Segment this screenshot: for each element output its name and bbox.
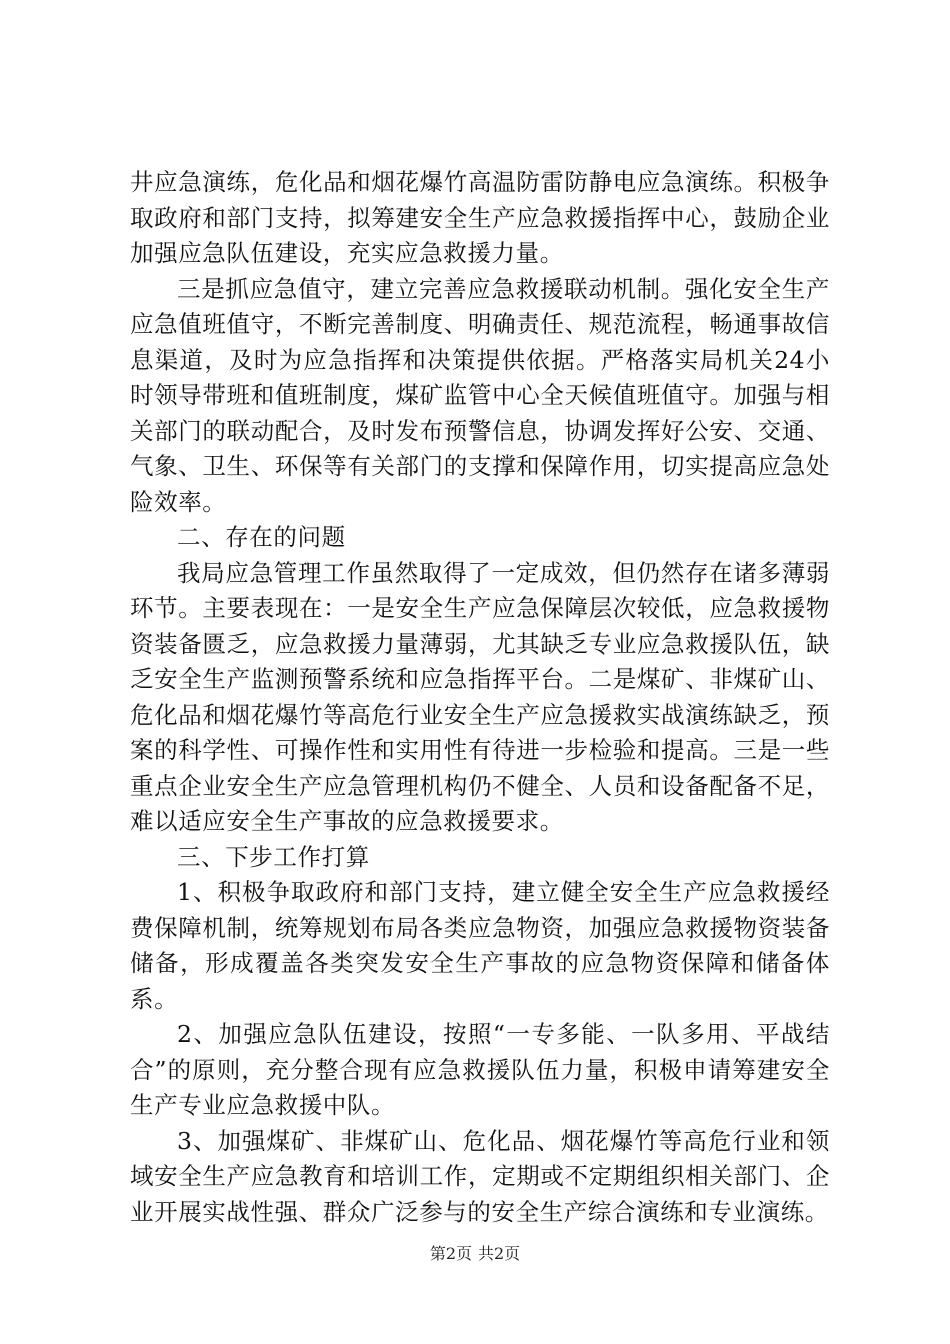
paragraph-problems: 我局应急管理工作虽然取得了一定成效，但仍然存在诸多薄弱环节。主要表现在：一是安全生产应急保障层次较低，应急救援物资装备匮乏，应急救援力量薄弱，尤其缺乏专业应急救援队伍，缺乏安全生产监测预警系统和应急指挥平台。二是煤矿、非煤矿山、危化品和烟花爆竹等高危行业安全生产应急援救实战演练缺乏，预案的科学性、可操作性和实用性有待进一步检验和提高。三是一些重点企业安全生产应急管理机构仍不健全、人员和设备配备不足，难以适应安全生产事故的应急救援要求。 [130, 558, 830, 835]
paragraph-plan-item-1: 1、积极争取政府和部门支持，建立健全安全生产应急救援经费保障机制，统筹规划布局各类应急物资，加强应急救援物资装备储备，形成覆盖各类突发安全生产事故的应急物资保障和储备体系。 [130, 878, 830, 1013]
page-footer [0, 1244, 950, 1264]
paragraph-emergency-duty: 三是抓应急值守，建立完善应急救援联动机制。强化安全生产应急值班值守，不断完善制度、明确责任、规范流程，畅通事故信息渠道，及时为应急指挥和决策提供依据。严格落实局机关24小时领导带班和值班制度，煤矿监管中心全天候值班值守。加强与相关部门的联动配合，及时发布预警信息，协调发挥好公安、交通、气象、卫生、环保等有关部门的支撑和保障作用，切实提高应急处险效率。 [130, 274, 830, 516]
paragraph-plan-item-2: 2、加强应急队伍建设，按照“一专多能、一队多用、平战结合”的原则，充分整合现有应急救援队伍力量，积极申请筹建安全生产专业应急救援中队。 [130, 1020, 830, 1119]
page-number-current: 第2页 [429, 1244, 472, 1263]
paragraph-plan-item-3: 3、加强煤矿、非煤矿山、危化品、烟花爆竹等高危行业和领域安全生产应急教育和培训工作，定期或不定期组织相关部门、企业开展实战性强、群众广泛参与的安全生产综合演练和专业演练。 [130, 1126, 830, 1226]
page-number-total: 共2页 [478, 1244, 521, 1263]
document-body [130, 165, 830, 1230]
section-heading-problems: 二、存在的问题 [177, 523, 346, 551]
section-heading-next-steps: 三、下步工作打算 [177, 842, 370, 871]
paragraph-continued-drills: 井应急演练，危化品和烟花爆竹高温防雷防静电应急演练。积极争取政府和部门支持，拟筹建安全生产应急救援指挥中心，鼓励企业加强应急队伍建设，充实应急救援力量。 [130, 168, 830, 267]
